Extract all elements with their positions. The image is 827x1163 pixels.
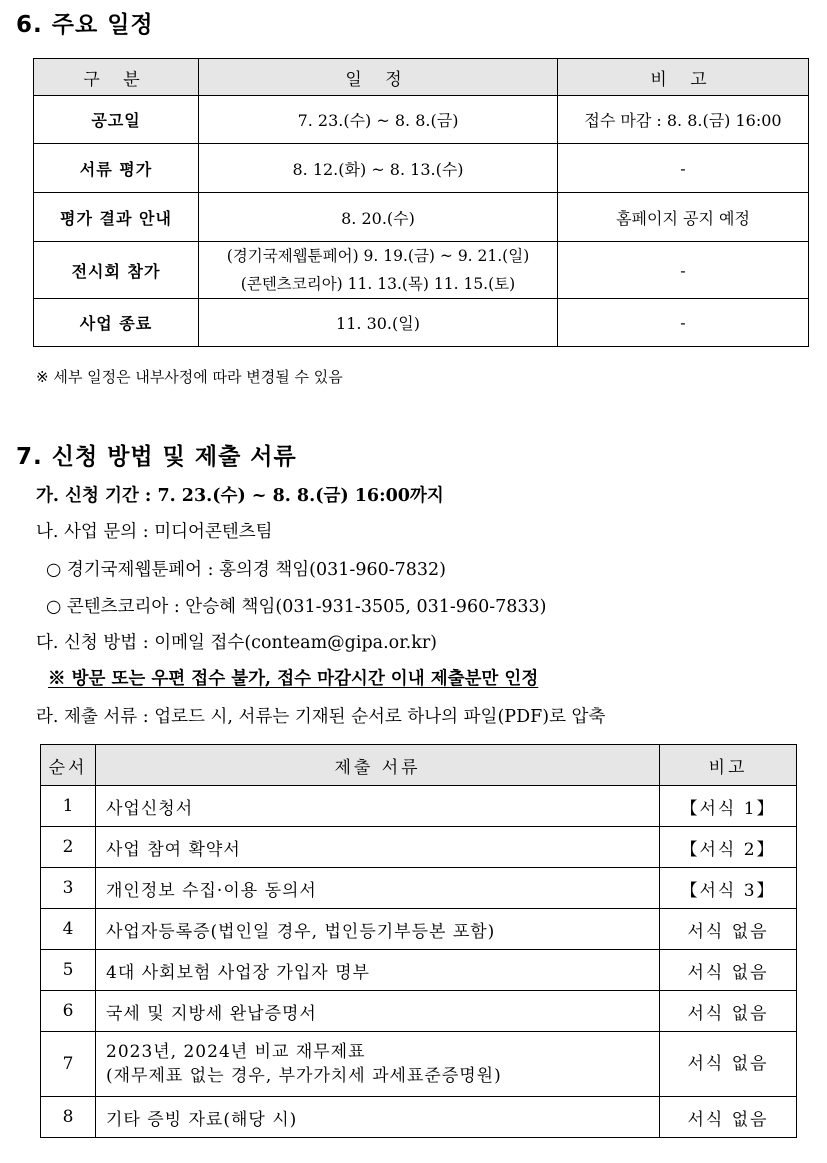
doc-remark: 서식 없음 [660, 950, 797, 991]
doc-number: 8 [41, 1097, 96, 1138]
application-period: 가. 신청 기간 : 7. 23.(수) ~ 8. 8.(금) 16:00까지 [36, 486, 444, 506]
table-row [41, 786, 797, 827]
contact-line: ○ 경기국제웹툰페어 : 홍의경 책임(031-960-7832) [46, 560, 447, 580]
schedule-label: 공고일 [34, 96, 199, 144]
documents-table [40, 744, 797, 1138]
table-row [41, 991, 797, 1032]
doc-remark: 【서식 3】 [660, 868, 797, 909]
schedule-label: 전시회 참가 [34, 242, 199, 299]
doc-name-multi [96, 1032, 660, 1097]
doc-name: 사업 참여 확약서 [96, 827, 660, 868]
doc-name: 국세 및 지방세 완납증명서 [96, 991, 660, 1032]
schedule-row [34, 144, 809, 193]
schedule-header-row [34, 59, 809, 96]
schedule-date-line: (경기국제웹툰페어) 9. 19.(금) ~ 9. 21.(일) [226, 247, 530, 265]
section-7-title: 7. 신청 방법 및 제출 서류 [16, 444, 297, 470]
schedule-label: 사업 종료 [34, 299, 199, 347]
schedule-remark: 홈페이지 공지 예정 [558, 193, 809, 242]
doc-name: 4대 사회보험 사업장 가입자 명부 [96, 950, 660, 991]
doc-number: 2 [41, 827, 96, 868]
schedule-date-line: (콘텐츠코리아) 11. 13.(목) 11. 15.(토) [240, 275, 516, 293]
schedule-row [34, 299, 809, 347]
table-row [41, 868, 797, 909]
schedule-row [34, 96, 809, 144]
table-row [41, 1097, 797, 1138]
contact-line: ○ 콘텐츠코리아 : 안승혜 책임(031-931-3505, 031-960-7833) [46, 597, 547, 617]
schedule-remark: - [558, 144, 809, 193]
header-category: 구 분 [34, 59, 199, 96]
doc-name: 사업자등록증(법인일 경우, 법인등기부등본 포함) [96, 909, 660, 950]
inquiry-line: 나. 사업 문의 : 미디어콘텐츠팀 [36, 522, 273, 542]
table-row [41, 950, 797, 991]
doc-remark: 서식 없음 [660, 1032, 797, 1097]
doc-remark: 【서식 2】 [660, 827, 797, 868]
header-order: 순서 [41, 745, 96, 786]
doc-number: 5 [41, 950, 96, 991]
schedule-remark: - [558, 242, 809, 299]
section-6-title: 6. 주요 일정 [16, 12, 154, 38]
table-row [41, 1032, 797, 1097]
doc-name-line: 2023년, 2024년 비교 재무제표 [106, 1042, 366, 1062]
schedule-note: ※ 세부 일정은 내부사정에 따라 변경될 수 있음 [36, 368, 343, 386]
doc-number: 3 [41, 868, 96, 909]
documents-header-row [41, 745, 797, 786]
schedule-date: 11. 30.(일) [199, 299, 558, 347]
schedule-date-multi [199, 242, 558, 299]
schedule-table [33, 58, 809, 347]
schedule-date: 8. 20.(수) [199, 193, 558, 242]
schedule-remark: 접수 마감 : 8. 8.(금) 16:00 [558, 96, 809, 144]
schedule-label: 평가 결과 안내 [34, 193, 199, 242]
doc-name-line: (재무제표 없는 경우, 부가가치세 과세표준증명원) [106, 1066, 502, 1086]
schedule-label: 서류 평가 [34, 144, 199, 193]
application-method: 다. 신청 방법 : 이메일 접수(conteam@gipa.or.kr) [36, 633, 438, 653]
header-schedule: 일 정 [199, 59, 558, 96]
schedule-row [34, 242, 809, 299]
schedule-date: 7. 23.(수) ~ 8. 8.(금) [199, 96, 558, 144]
doc-number: 6 [41, 991, 96, 1032]
doc-number: 4 [41, 909, 96, 950]
doc-number: 7 [41, 1032, 96, 1097]
documents-intro: 라. 제출 서류 : 업로드 시, 서류는 기재된 순서로 하나의 파일(PDF)로 압축 [36, 707, 606, 727]
schedule-row [34, 193, 809, 242]
header-remark: 비 고 [558, 59, 809, 96]
doc-number: 1 [41, 786, 96, 827]
schedule-remark: - [558, 299, 809, 347]
schedule-date: 8. 12.(화) ~ 8. 13.(수) [199, 144, 558, 193]
table-row [41, 827, 797, 868]
doc-remark: 서식 없음 [660, 909, 797, 950]
doc-name: 개인정보 수집·이용 동의서 [96, 868, 660, 909]
doc-name: 기타 증빙 자료(해당 시) [96, 1097, 660, 1138]
doc-remark: 서식 없음 [660, 1097, 797, 1138]
doc-name: 사업신청서 [96, 786, 660, 827]
header-documents: 제출 서류 [96, 745, 660, 786]
warning-note: ※ 방문 또는 우편 접수 불가, 접수 마감시간 이내 제출분만 인정 [48, 669, 539, 689]
table-row [41, 909, 797, 950]
doc-remark: 서식 없음 [660, 991, 797, 1032]
doc-remark: 【서식 1】 [660, 786, 797, 827]
header-remark: 비고 [660, 745, 797, 786]
